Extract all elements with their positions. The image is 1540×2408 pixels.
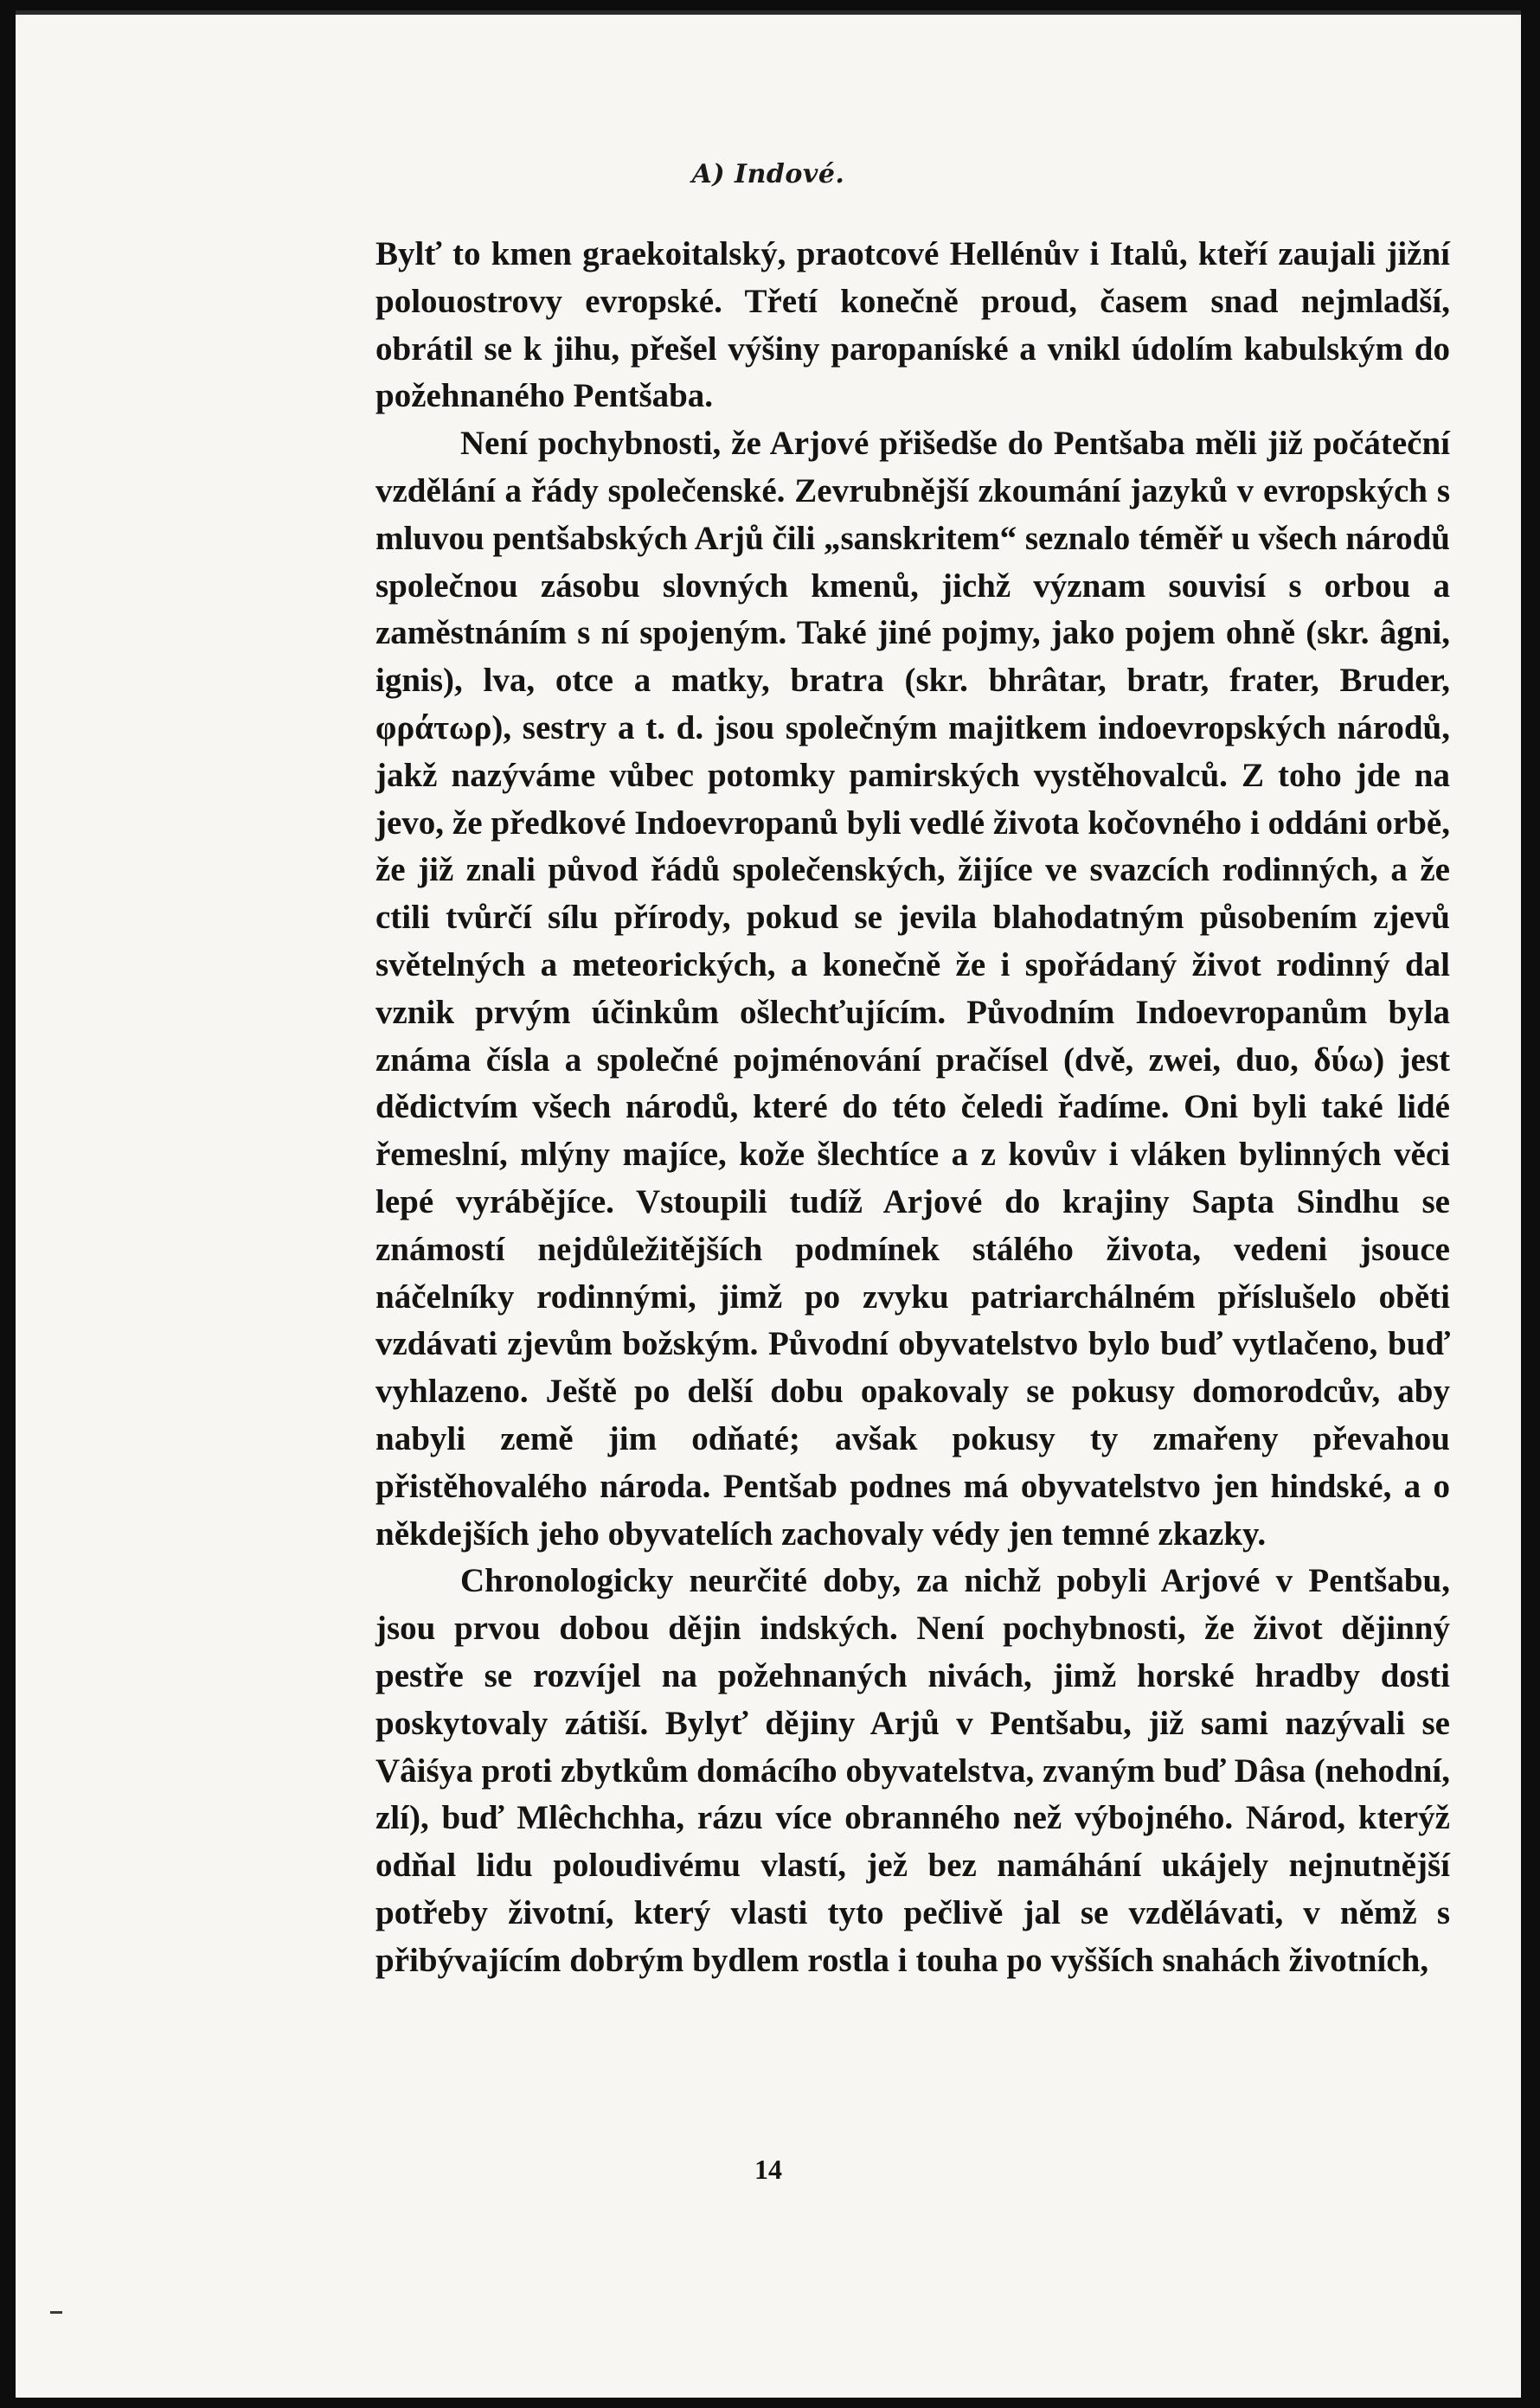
page-number: 14 bbox=[754, 2154, 782, 2185]
scan-speck bbox=[50, 2311, 62, 2314]
paragraph-2: Není pochybnosti, že Arjové přišedše do Pentšaba měli již počáteční vzdělání a řády společenské. Zevrubnější zkoumání jazyků v evropských s mluvou pentšabských Arjů čili „sanskritem“ seznalo téměř u všech národů společnou zásobu slovných kmenů, jichž význam souvisí s orbou a zaměstnáním s ní spojeným. Také jiné pojmy, jako pojem ohně (skr. âgni, ignis), lva, otce a matky, bratra (skr. bhrâtar, bratr, frater, Bruder, φράτωρ), sestry a t. d. jsou společným majitkem indoevropských národů, jakž nazýváme vůbec potomky pamirských vystěhovalců. Z toho jde na jevo, že předkové Indoevropanů byli vedlé života kočovného i oddáni orbě, že již znali původ řádů společenských, žijíce ve svazcích rodinných, a že ctili tvůrčí sílu přírody, pokud se jevila blahodatným působením zjevů světelných a meteorických, a konečně že i spořádaný život rodinný dal vznik prvým účinkům ošlechťujícím. Původním Indoevropanům byla známa čísla a společné pojménování pračísel (dvě, zwei, duo, δύω) jest dědictvím všech národů, které do této čeledi řadíme. Oni byli také lidé řemeslní, mlýny majíce, kože šlechtíce a z kovův i vláken bylinných věci lepé vyrábějíce. Vstoupili tudíž Arjové do krajiny Sapta Sindhu se známostí nejdůležitějších podmínek stálého života, vedeni jsouce náčelníky rodinnými, jimž po zvyku patriarchálném příslušelo oběti vzdávati zjevům božským. Původní obyvatelstvo bylo buď vytlačeno, buď vyhlazeno. Ještě po delší dobu opakovaly se pokusy domorodcův, aby nabyli země jim odňaté; avšak pokusy ty zmařeny převahou přistěhovalého národa. Pentšab podnes má obyvatelstvo jen hindské, a o někdejších jeho obyvatelích zachovaly védy jen temné zkazky. bbox=[375, 425, 1450, 1553]
body-text bbox=[375, 231, 1450, 1984]
paragraph-3: Chronologicky neurčité doby, za nichž pobyli Arjové v Pentšabu, jsou prvou dobou dějin indských. Není pochybnosti, že život dějinný pestře se rozvíjel na požehnaných nivách, jimž horské hradby dosti poskytovaly zátiší. Bylyť dějiny Arjů v Pentšabu, již sami nazývali se Vâiśya proti zbytkům domácího obyvatelstva, zvaným buď Dâsa (nehodní, zlí), buď Mlêchchha, rázu více obranného než výbojného. Národ, kterýž odňal lidu poloudivému vlastí, jež bez namáhání ukájely nejnutnější potřeby životní, který vlasti tyto pečlivě jal se vzdělávati, v němž s přibývajícím dobrým bydlem rostla i touha po vyšších snahách životních, bbox=[375, 1562, 1450, 1979]
running-header: A) Indové. bbox=[691, 159, 845, 189]
book-page bbox=[16, 10, 1521, 2398]
paragraph-1: Bylť to kmen graekoitalský, praotcové Hellénův i Italů, kteří zaujali jižní polouostrovy evropské. Třetí konečně proud, časem snad nejmladší, obrátil se k jihu, přešel výšiny paropaníské a vnikl údolím kabulským do požehnaného Pentšaba. bbox=[375, 235, 1450, 415]
top-edge-rule bbox=[16, 10, 1521, 15]
